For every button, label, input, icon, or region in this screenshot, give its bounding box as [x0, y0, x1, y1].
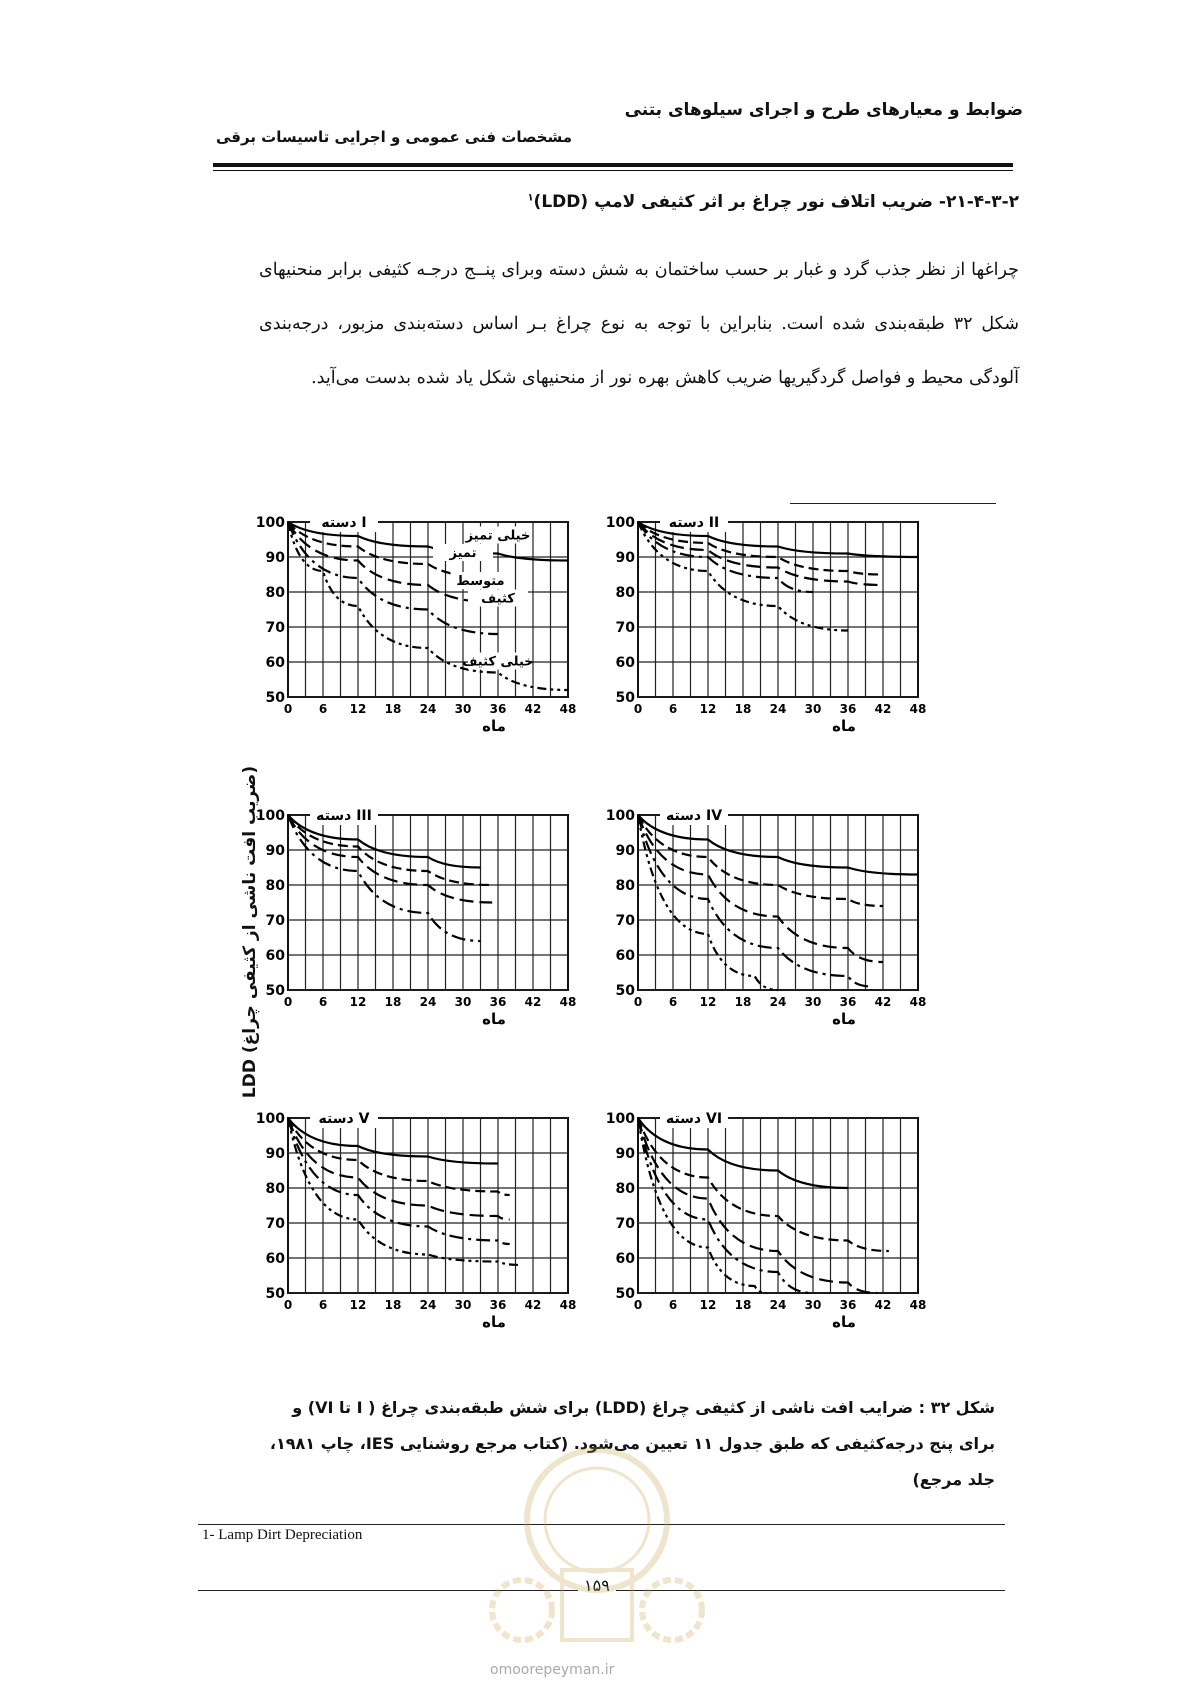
- x-tick-label: 36: [489, 1298, 507, 1312]
- x-tick-label: 30: [454, 702, 472, 716]
- header-rule-thick: [213, 163, 1013, 167]
- series-annotation: خیلی تمیز: [465, 528, 531, 544]
- footnote-marker: ۱: [527, 192, 534, 204]
- y-tick-label: 70: [615, 913, 635, 929]
- chart-title: دسته V: [318, 1111, 370, 1127]
- series-line: [288, 1118, 510, 1220]
- y-tick-label: 70: [265, 913, 285, 929]
- y-tick-label: 90: [615, 550, 635, 566]
- body-paragraph: چراغها از نظر جذب گرد و غبار بر حسب ساختمان به شش دسته وبرای پنــج درجـه کثیفی برابر منحنیهای شکل ۳۲ طبقه‌بندی شده است. بنابراین با توجه به نوع چراغ بـر اساس دسته‌بندی مزبور، درجه‌بندی آلودگی محیط و فواصل گردگیریها ضریب کاهش بهره نور از منحنیهای شکل یاد شده بدست می‌آید.: [259, 260, 1019, 388]
- y-tick-label: 90: [615, 843, 635, 859]
- x-tick-label: 6: [318, 1298, 328, 1312]
- x-tick-label: 18: [384, 1298, 402, 1312]
- x-tick-label: 24: [769, 995, 787, 1009]
- x-tick-label: 24: [419, 702, 437, 716]
- x-tick-label: 18: [734, 702, 752, 716]
- y-tick-label: 60: [265, 1251, 285, 1267]
- x-tick-label: 12: [699, 702, 717, 716]
- x-tick-label: 42: [524, 702, 542, 716]
- y-tick-label: 80: [615, 1181, 635, 1197]
- chart-category-1: [255, 512, 628, 782]
- x-tick-label: 24: [419, 1298, 437, 1312]
- series-line: [638, 1118, 889, 1251]
- figure-caption: شکل ۳۲ : ضرایب افت ناشی از کثیفی چراغ (LDD) برای شش طبقه‌بندی چراغ ( I تا VI) و برای پنج درجه‌کثیفی که طبق جدول ۱۱ تعیین می‌شود. (کتاب مرجع روشنایی IES، چاپ ۱۹۸۱، جلد مرجع): [269, 1398, 995, 1489]
- x-axis-label: ماه: [482, 717, 506, 735]
- y-tick-label: 70: [615, 620, 635, 636]
- x-tick-label: 36: [489, 702, 507, 716]
- x-tick-label: 6: [668, 995, 678, 1009]
- chart-title: دسته VI: [665, 1111, 723, 1127]
- y-tick-label: 100: [605, 1111, 635, 1127]
- x-tick-label: 48: [909, 995, 927, 1009]
- series-annotation: کثیف: [481, 591, 515, 607]
- y-tick-label: 50: [265, 983, 285, 999]
- page-number: ۱۵۹: [578, 1576, 616, 1595]
- x-tick-label: 12: [699, 995, 717, 1009]
- chart-title: دسته I: [321, 515, 367, 531]
- x-tick-label: 42: [524, 1298, 542, 1312]
- chart-category-2: [605, 512, 978, 782]
- chart-title: دسته IV: [665, 808, 723, 824]
- y-tick-label: 60: [265, 948, 285, 964]
- y-tick-label: 50: [615, 1286, 635, 1302]
- chart-category-6: [605, 1108, 978, 1378]
- header-rule-thin: [213, 170, 1013, 171]
- x-tick-label: 48: [559, 702, 577, 716]
- y-tick-label: 80: [265, 1181, 285, 1197]
- header-left-title: مشخصات فنی عمومی و اجرایی تاسیسات برقی: [216, 128, 573, 146]
- x-axis-label: ماه: [832, 1010, 856, 1028]
- y-axis-label-text: LDD (ضریب افت ناشی از کثیفی چراغ): [240, 765, 260, 1099]
- x-tick-label: 30: [804, 995, 822, 1009]
- series-line: [288, 1118, 510, 1195]
- y-tick-label: 50: [265, 690, 285, 706]
- y-tick-label: 100: [255, 808, 285, 824]
- x-tick-label: 30: [454, 995, 472, 1009]
- x-tick-label: 48: [559, 1298, 577, 1312]
- x-tick-label: 6: [318, 995, 328, 1009]
- x-axis-label: ماه: [832, 717, 856, 735]
- x-tick-label: 12: [349, 1298, 367, 1312]
- x-tick-label: 24: [769, 1298, 787, 1312]
- watermark-seal-icon: [482, 1440, 712, 1650]
- x-tick-label: 36: [839, 995, 857, 1009]
- section-title-text: ۲۱-۴-۳-۲- ضریب اتلاف نور چراغ بر اثر کثیفی لامپ (LDD): [533, 192, 1019, 212]
- header-right-title: ضوابط و معیارهای طرح و اجرای سیلوهای بتنی: [624, 100, 1023, 120]
- x-tick-label: 30: [804, 1298, 822, 1312]
- x-tick-label: 12: [349, 995, 367, 1009]
- x-tick-label: 18: [734, 995, 752, 1009]
- x-tick-label: 6: [668, 1298, 678, 1312]
- y-tick-label: 70: [265, 1216, 285, 1232]
- y-tick-label: 100: [255, 1111, 285, 1127]
- x-tick-label: 18: [734, 1298, 752, 1312]
- series-annotation: خیلی کثیف: [462, 654, 534, 670]
- x-tick-label: 42: [874, 702, 892, 716]
- footnote-text: 1- Lamp Dirt Depreciation: [202, 1527, 363, 1543]
- y-tick-label: 70: [615, 1216, 635, 1232]
- x-tick-label: 0: [283, 1298, 293, 1312]
- x-axis-label: ماه: [832, 1313, 856, 1331]
- chart-title: دسته III: [316, 808, 372, 824]
- x-tick-label: 48: [909, 702, 927, 716]
- x-tick-label: 18: [384, 702, 402, 716]
- x-tick-label: 12: [699, 1298, 717, 1312]
- y-tick-label: 90: [265, 843, 285, 859]
- y-tick-label: 100: [605, 808, 635, 824]
- chart-title: دسته II: [668, 515, 720, 531]
- separator-rule: [790, 503, 996, 504]
- chart-category-4: [605, 805, 978, 1075]
- x-tick-label: 48: [559, 995, 577, 1009]
- y-tick-label: 50: [615, 690, 635, 706]
- x-tick-label: 42: [524, 995, 542, 1009]
- x-tick-label: 24: [769, 702, 787, 716]
- y-tick-label: 100: [605, 515, 635, 531]
- x-axis-label: ماه: [482, 1010, 506, 1028]
- x-tick-label: 30: [804, 702, 822, 716]
- x-tick-label: 0: [633, 1298, 643, 1312]
- x-tick-label: 36: [489, 995, 507, 1009]
- series-annotation: تمیز: [449, 546, 477, 561]
- y-tick-label: 80: [265, 878, 285, 894]
- x-tick-label: 0: [283, 995, 293, 1009]
- y-tick-label: 60: [615, 1251, 635, 1267]
- x-tick-label: 24: [419, 995, 437, 1009]
- series-annotation: متوسط: [456, 574, 505, 589]
- figure-y-axis-label: [230, 752, 270, 1112]
- y-tick-label: 70: [265, 620, 285, 636]
- x-tick-label: 6: [668, 702, 678, 716]
- x-axis-label: ماه: [482, 1313, 506, 1331]
- watermark-site: omoorepeyman.ir: [490, 1662, 615, 1678]
- y-tick-label: 90: [265, 550, 285, 566]
- y-tick-label: 60: [615, 655, 635, 671]
- x-tick-label: 0: [633, 702, 643, 716]
- x-tick-label: 42: [874, 995, 892, 1009]
- x-tick-label: 12: [349, 702, 367, 716]
- x-tick-label: 6: [318, 702, 328, 716]
- y-tick-label: 80: [615, 585, 635, 601]
- y-tick-label: 50: [265, 1286, 285, 1302]
- series-line: [288, 1118, 510, 1244]
- chart-category-3: [255, 805, 628, 1075]
- y-tick-label: 100: [255, 515, 285, 531]
- x-tick-label: 18: [384, 995, 402, 1009]
- x-tick-label: 36: [839, 1298, 857, 1312]
- y-tick-label: 90: [265, 1146, 285, 1162]
- chart-category-5: [255, 1108, 628, 1378]
- section-title: [527, 192, 1019, 212]
- x-tick-label: 36: [839, 702, 857, 716]
- x-tick-label: 42: [874, 1298, 892, 1312]
- y-tick-label: 80: [265, 585, 285, 601]
- y-tick-label: 80: [615, 878, 635, 894]
- y-tick-label: 60: [265, 655, 285, 671]
- x-tick-label: 30: [454, 1298, 472, 1312]
- y-tick-label: 90: [615, 1146, 635, 1162]
- x-tick-label: 48: [909, 1298, 927, 1312]
- x-tick-label: 0: [633, 995, 643, 1009]
- y-tick-label: 50: [615, 983, 635, 999]
- x-tick-label: 0: [283, 702, 293, 716]
- y-tick-label: 60: [615, 948, 635, 964]
